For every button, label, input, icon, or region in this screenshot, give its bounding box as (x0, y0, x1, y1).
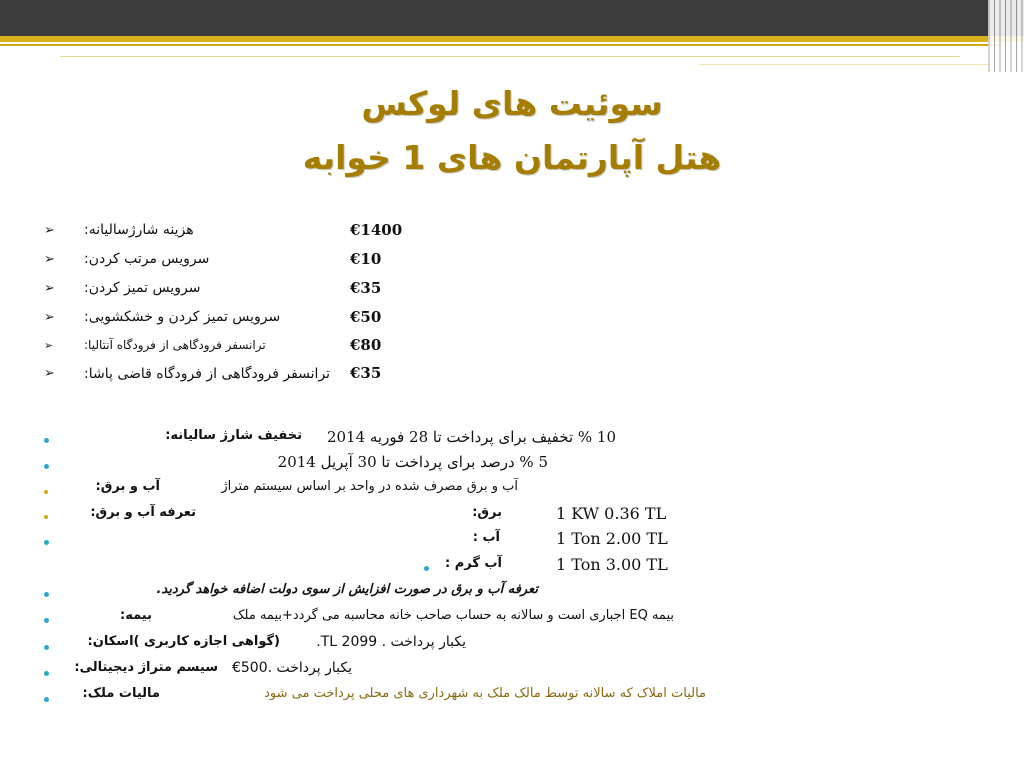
arrow-bullet-icon: ➢ (44, 339, 54, 352)
arrow-bullet-icon: ➢ (44, 366, 55, 381)
meter-text: یکبار پرداخت .500€ (231, 660, 352, 676)
slide-title-line1: سوئیت های لوکس (361, 84, 663, 123)
insurance-label: بیمه: (120, 608, 152, 623)
hotwater-value: 1 Ton 3.00 TL (556, 555, 668, 574)
fee-label: ترانسفر فرودگاهی از فرودگاه آنتالیا: (84, 338, 266, 352)
hotwater-label: آب گرم : (445, 556, 502, 571)
dot-bullet-icon (44, 697, 49, 702)
fee-label: ترانسفر فرودگاهی از فرودگاه قاضی پاشا: (84, 366, 331, 382)
license-label: (گواهی اجازه کاربری )اسکان: (87, 634, 280, 649)
electric-value: 1 KW 0.36 TL (556, 504, 667, 523)
electric-label: برق: (472, 505, 502, 520)
header-faint-line (60, 56, 960, 57)
property-tax-text: مالیات املاک که سالانه توسط مالک ملک به شهرداری های محلی پرداخت می شود (264, 686, 706, 701)
fee-price: €10 (350, 250, 382, 268)
header-gold-line (0, 36, 1024, 42)
header-bar (0, 0, 1024, 36)
dot-bullet-icon (44, 540, 49, 545)
dot-bullet-icon (44, 438, 49, 443)
water-value: 1 Ton 2.00 TL (556, 529, 668, 548)
tariff-label: تعرفه آب و برق: (90, 505, 196, 520)
header-faint-line-short (700, 64, 1000, 65)
dot-bullet-icon (44, 618, 49, 623)
dot-bullet-icon (44, 490, 48, 494)
fee-price: €35 (350, 279, 382, 297)
arrow-bullet-icon: ➢ (44, 281, 55, 296)
dot-bullet-icon (44, 645, 49, 650)
discount-line2-text: 5 % درصد برای پرداخت تا 30 آپریل 2014 (277, 453, 548, 471)
fee-label: سرویس تمیز کردن و خشکشویی: (84, 309, 281, 325)
dot-bullet-icon (44, 515, 48, 519)
dot-bullet-icon (424, 566, 429, 571)
fee-price: €50 (350, 308, 382, 326)
utilities-label: آب و برق: (95, 479, 160, 494)
insurance-text: بیمه EQ اجباری است و سالانه به حساب صاحب خانه محاسبه می گردد+بیمه ملک (232, 608, 674, 623)
arrow-bullet-icon: ➢ (44, 310, 55, 325)
discount-line1-text: 10 % تخفیف برای پرداخت تا 28 فوریه 2014 (326, 428, 616, 446)
fee-price: €1400 (350, 221, 403, 239)
tariff-increase-note: تعرفه آب و برق در صورت افزایش از سوی دولت اضافه خواهد گردید. (156, 582, 538, 597)
dot-bullet-icon (44, 671, 49, 676)
discount-line1-label: تخفیف شارژ سالیانه: (165, 428, 302, 443)
meter-label: سیسم متراژ دیجیتالی: (74, 660, 218, 675)
property-tax-label: مالیات ملک: (82, 686, 160, 701)
fee-label: سرویس تمیز کردن: (84, 280, 201, 296)
utilities-text: آب و برق مصرف شده در واحد بر اساس سیستم متراژ (221, 479, 518, 494)
slide-title-line2: هتل آپارتمان های 1 خوابه (302, 138, 722, 177)
dot-bullet-icon (44, 464, 49, 469)
arrow-bullet-icon: ➢ (44, 223, 55, 238)
license-text: یکبار پرداخت . 2099 TL. (316, 634, 466, 650)
fee-label: سرویس مرتب کردن: (84, 251, 210, 267)
fee-label: هزینه شارژسالیانه: (84, 222, 194, 238)
fee-price: €80 (350, 336, 382, 354)
header-edge-stripes (988, 0, 1024, 72)
dot-bullet-icon (44, 592, 49, 597)
arrow-bullet-icon: ➢ (44, 252, 55, 267)
header-gold-line-thin (0, 44, 1000, 46)
fee-price: €35 (350, 364, 382, 382)
water-label: آب : (472, 530, 500, 545)
